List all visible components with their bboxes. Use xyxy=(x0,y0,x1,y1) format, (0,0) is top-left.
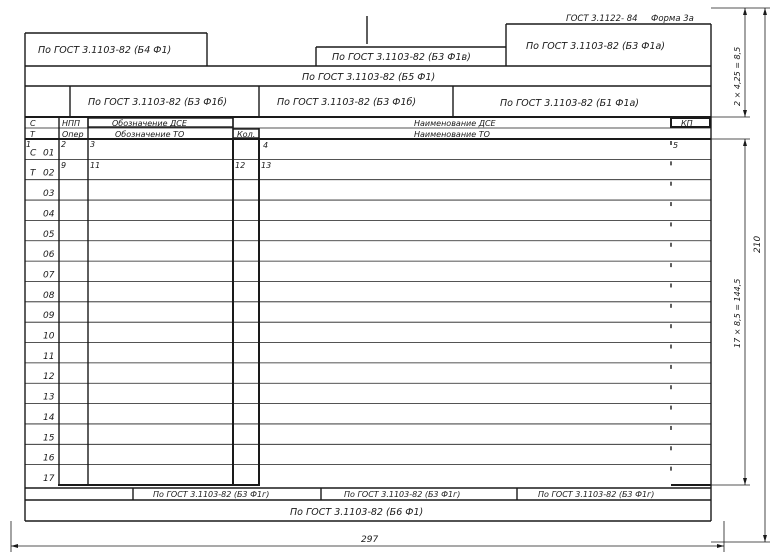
block-b3f1a: По ГОСТ 3.1103-82 (Б3 Ф1а) xyxy=(526,41,666,52)
block-b3f1g-2: По ГОСТ 3.1103-82 (Б3 Ф1г) xyxy=(344,490,461,499)
dim-arrow xyxy=(763,535,767,542)
header-dse-code: Обозначение ДСЕ xyxy=(112,119,187,128)
column-number-2: 2 xyxy=(61,140,67,149)
row-prefix: С xyxy=(30,148,37,159)
dim-arrow xyxy=(743,139,747,146)
dim-arrow xyxy=(717,544,724,548)
header-to-name: Наименование ТО xyxy=(414,130,490,139)
form-label: Форма 3а xyxy=(651,14,694,24)
row-lines xyxy=(25,159,711,464)
row-prefix: Т xyxy=(30,168,36,179)
row-number: 16 xyxy=(43,453,55,464)
block-b3f1b-2: По ГОСТ 3.1103-82 (Б3 Ф1б) xyxy=(277,97,417,108)
row-number: 12 xyxy=(43,372,55,383)
header-t: Т xyxy=(30,130,35,139)
header-npp: НПП xyxy=(62,119,81,128)
column-number-5: 5 xyxy=(673,141,679,150)
column-number-12: 12 xyxy=(235,161,246,170)
row-number: 02 xyxy=(43,168,55,179)
block-b5f1: По ГОСТ 3.1103-82 (Б5 Ф1) xyxy=(302,72,436,83)
row-number: 09 xyxy=(43,311,55,322)
block-b3f1v: По ГОСТ 3.1103-82 (Б3 Ф1в) xyxy=(332,52,471,63)
dim-arrow xyxy=(743,478,747,485)
block-b3f1g-1: По ГОСТ 3.1103-82 (Б3 Ф1г) xyxy=(153,490,270,499)
row-number: 17 xyxy=(43,474,55,484)
row-number: 15 xyxy=(43,433,55,444)
dim-width-label: 297 xyxy=(361,535,379,545)
header-oper: Опер xyxy=(62,130,84,139)
row-number: 06 xyxy=(43,250,55,261)
block-b6f1: По ГОСТ 3.1103-82 (Б6 Ф1) xyxy=(290,507,424,518)
dim-arrow xyxy=(11,544,18,548)
column-number-11: 11 xyxy=(90,161,101,170)
header-to-code: Обозначение ТО xyxy=(115,130,185,139)
header-c: С xyxy=(30,119,36,128)
standard-label: ГОСТ 3.1122- 84 xyxy=(566,14,638,24)
column-number-9: 9 xyxy=(61,161,67,170)
row-number: 04 xyxy=(43,209,55,220)
row-number: 11 xyxy=(43,351,55,362)
column-number-13: 13 xyxy=(261,161,272,170)
row-number: 03 xyxy=(43,189,55,200)
row-number: 05 xyxy=(43,229,55,240)
column-number-1: 1 xyxy=(26,140,32,149)
column-number-3: 3 xyxy=(90,140,96,149)
dim-body-rows-label: 17 × 8,5 = 144,5 xyxy=(733,278,742,348)
header-dse-name: Наименование ДСЕ xyxy=(414,119,496,128)
row-number: 10 xyxy=(43,331,55,342)
header-kp: КП xyxy=(681,119,693,128)
row-number: 08 xyxy=(43,290,55,301)
block-b3f1g-3: По ГОСТ 3.1103-82 (Б3 Ф1г) xyxy=(538,490,655,499)
block-b3f1b-1: По ГОСТ 3.1103-82 (Б3 Ф1б) xyxy=(88,97,228,108)
dim-arrow xyxy=(763,8,767,15)
row-number: 07 xyxy=(43,270,55,281)
dim-header-rows-label: 2 × 4,25 = 8,5 xyxy=(733,46,742,106)
row-number: 13 xyxy=(43,392,55,403)
row-number: 14 xyxy=(43,412,55,423)
row-number: 01 xyxy=(43,148,55,159)
dim-height-label: 210 xyxy=(753,235,763,253)
block-b4f1: По ГОСТ 3.1103-82 (Б4 Ф1) xyxy=(38,45,172,56)
block-b1f1a: По ГОСТ 3.1103-82 (Б1 Ф1а) xyxy=(500,98,640,109)
header-qty: Кол. xyxy=(237,130,256,139)
column-number-4: 4 xyxy=(263,141,269,150)
dim-arrow xyxy=(743,8,747,15)
dim-arrow xyxy=(743,110,747,117)
row-labels xyxy=(30,148,55,484)
